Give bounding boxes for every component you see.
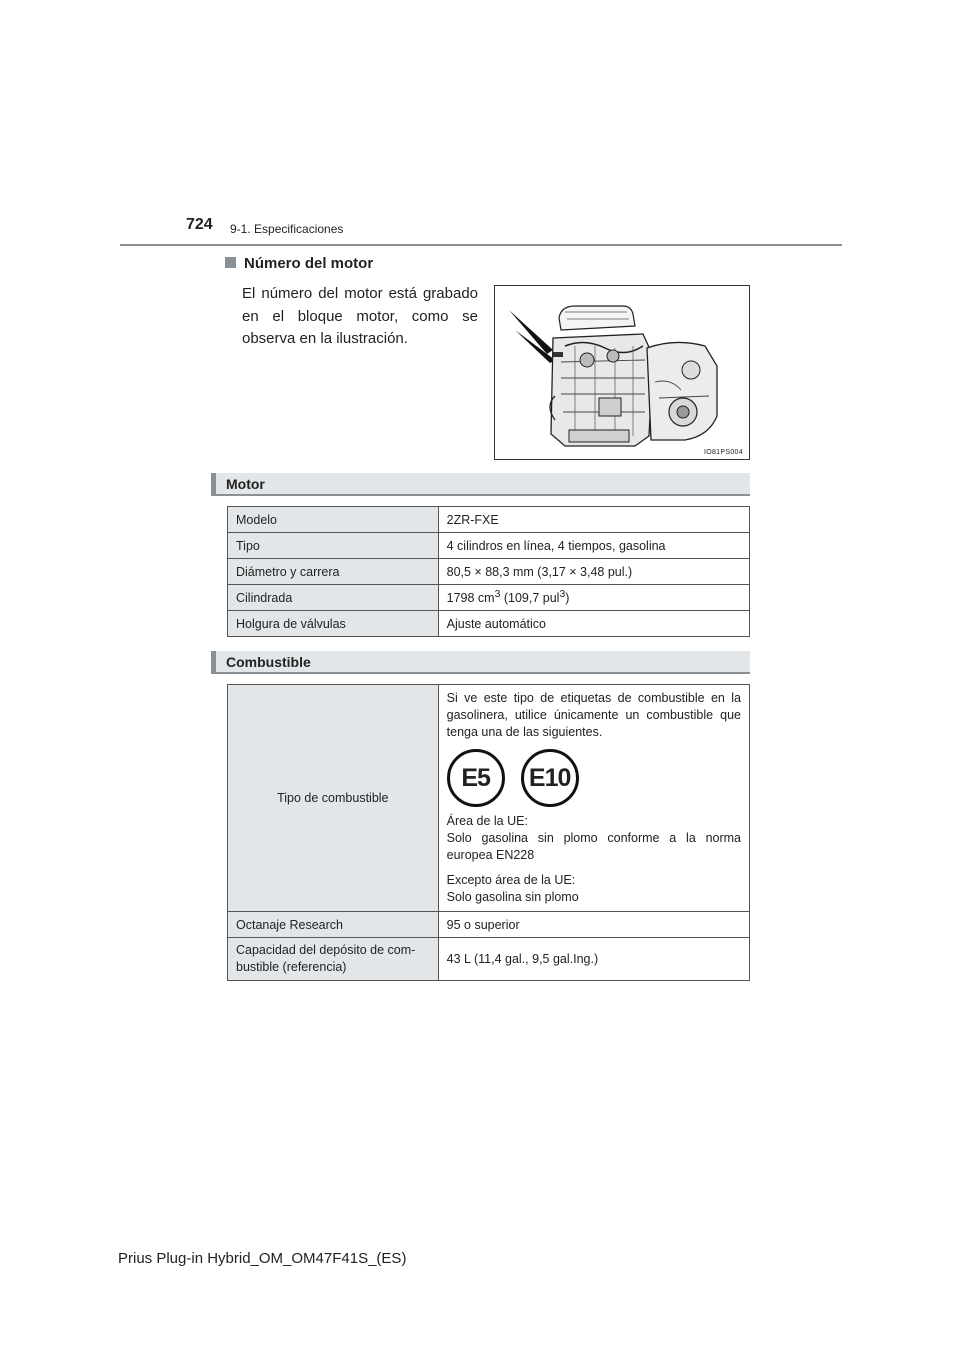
spec-label: Holgura de válvulas xyxy=(228,611,439,637)
table-row xyxy=(228,585,750,611)
spec-label: Tipo xyxy=(228,533,439,559)
table-row xyxy=(228,611,750,637)
motor-spec-table xyxy=(227,506,750,637)
fuel-label-badges xyxy=(447,749,741,807)
spec-value: Ajuste automático xyxy=(438,611,749,637)
engine-number-heading-text: Número del motor xyxy=(244,255,374,272)
engine-number-heading xyxy=(225,255,373,272)
fuel-spec-table xyxy=(227,684,750,981)
spec-value: 1798 $cm^3$ (109,7 pul$^3$) xyxy=(438,585,749,611)
table-row xyxy=(228,912,750,938)
spec-label: Diámetro y carrera xyxy=(228,559,439,585)
spec-value: 2ZR-FXE xyxy=(438,507,749,533)
fuel-section-header: Combustible xyxy=(211,651,750,674)
eu-area-note: Área de la UE: Solo gasolina sin plomo conforme a la norma europea EN228 xyxy=(446,814,741,862)
spec-value xyxy=(438,685,749,912)
non-eu-area-note: Excepto área de la UE: Solo gasolina sin plomo xyxy=(446,873,579,904)
spec-value: 43 L (11,4 gal., 9,5 gal.Ing.) xyxy=(438,938,749,981)
table-row xyxy=(228,533,750,559)
spec-value: 80,5 × 88,3 mm (3,17 × 3,48 pul.) xyxy=(438,559,749,585)
e10-badge-icon: E10 xyxy=(521,749,579,807)
engine-drawing xyxy=(495,286,749,459)
spec-label: Capacidad del depósito de com-bustible (referencia) xyxy=(228,938,439,981)
table-row xyxy=(228,685,750,912)
spec-label: Cilindrada xyxy=(228,585,439,611)
motor-section-header: Motor xyxy=(211,473,750,496)
table-row xyxy=(228,559,750,585)
illustration-code: IO81PS004 xyxy=(704,449,743,456)
section-label: 9-1. Especificaciones xyxy=(230,222,344,236)
spec-value: 4 cilindros en línea, 4 tiempos, gasolina xyxy=(438,533,749,559)
spec-label: Octanaje Research xyxy=(228,912,439,938)
spec-value: 95 o superior xyxy=(438,912,749,938)
engine-number-description: El número del motor está grabado en el bloque motor, como se observa en la ilustración. xyxy=(242,285,478,347)
pointer-arrow-icon xyxy=(509,310,553,354)
square-bullet-icon xyxy=(225,257,236,268)
header-divider xyxy=(120,244,842,246)
fuel-type-intro: Si ve este tipo de etiquetas de combustible en la gasolinera, utilice únicamente un combustible que tenga una de las siguientes. xyxy=(446,691,741,739)
table-row xyxy=(228,938,750,981)
e5-badge-icon: E5 xyxy=(447,749,505,807)
page-number: 724 xyxy=(186,216,213,233)
engine-illustration xyxy=(494,285,750,460)
spec-label: Tipo de combustible xyxy=(228,685,439,912)
document-footer: Prius Plug-in Hybrid_OM_OM47F41S_(ES) xyxy=(118,1250,407,1267)
table-row xyxy=(228,507,750,533)
spec-label: Modelo xyxy=(228,507,439,533)
